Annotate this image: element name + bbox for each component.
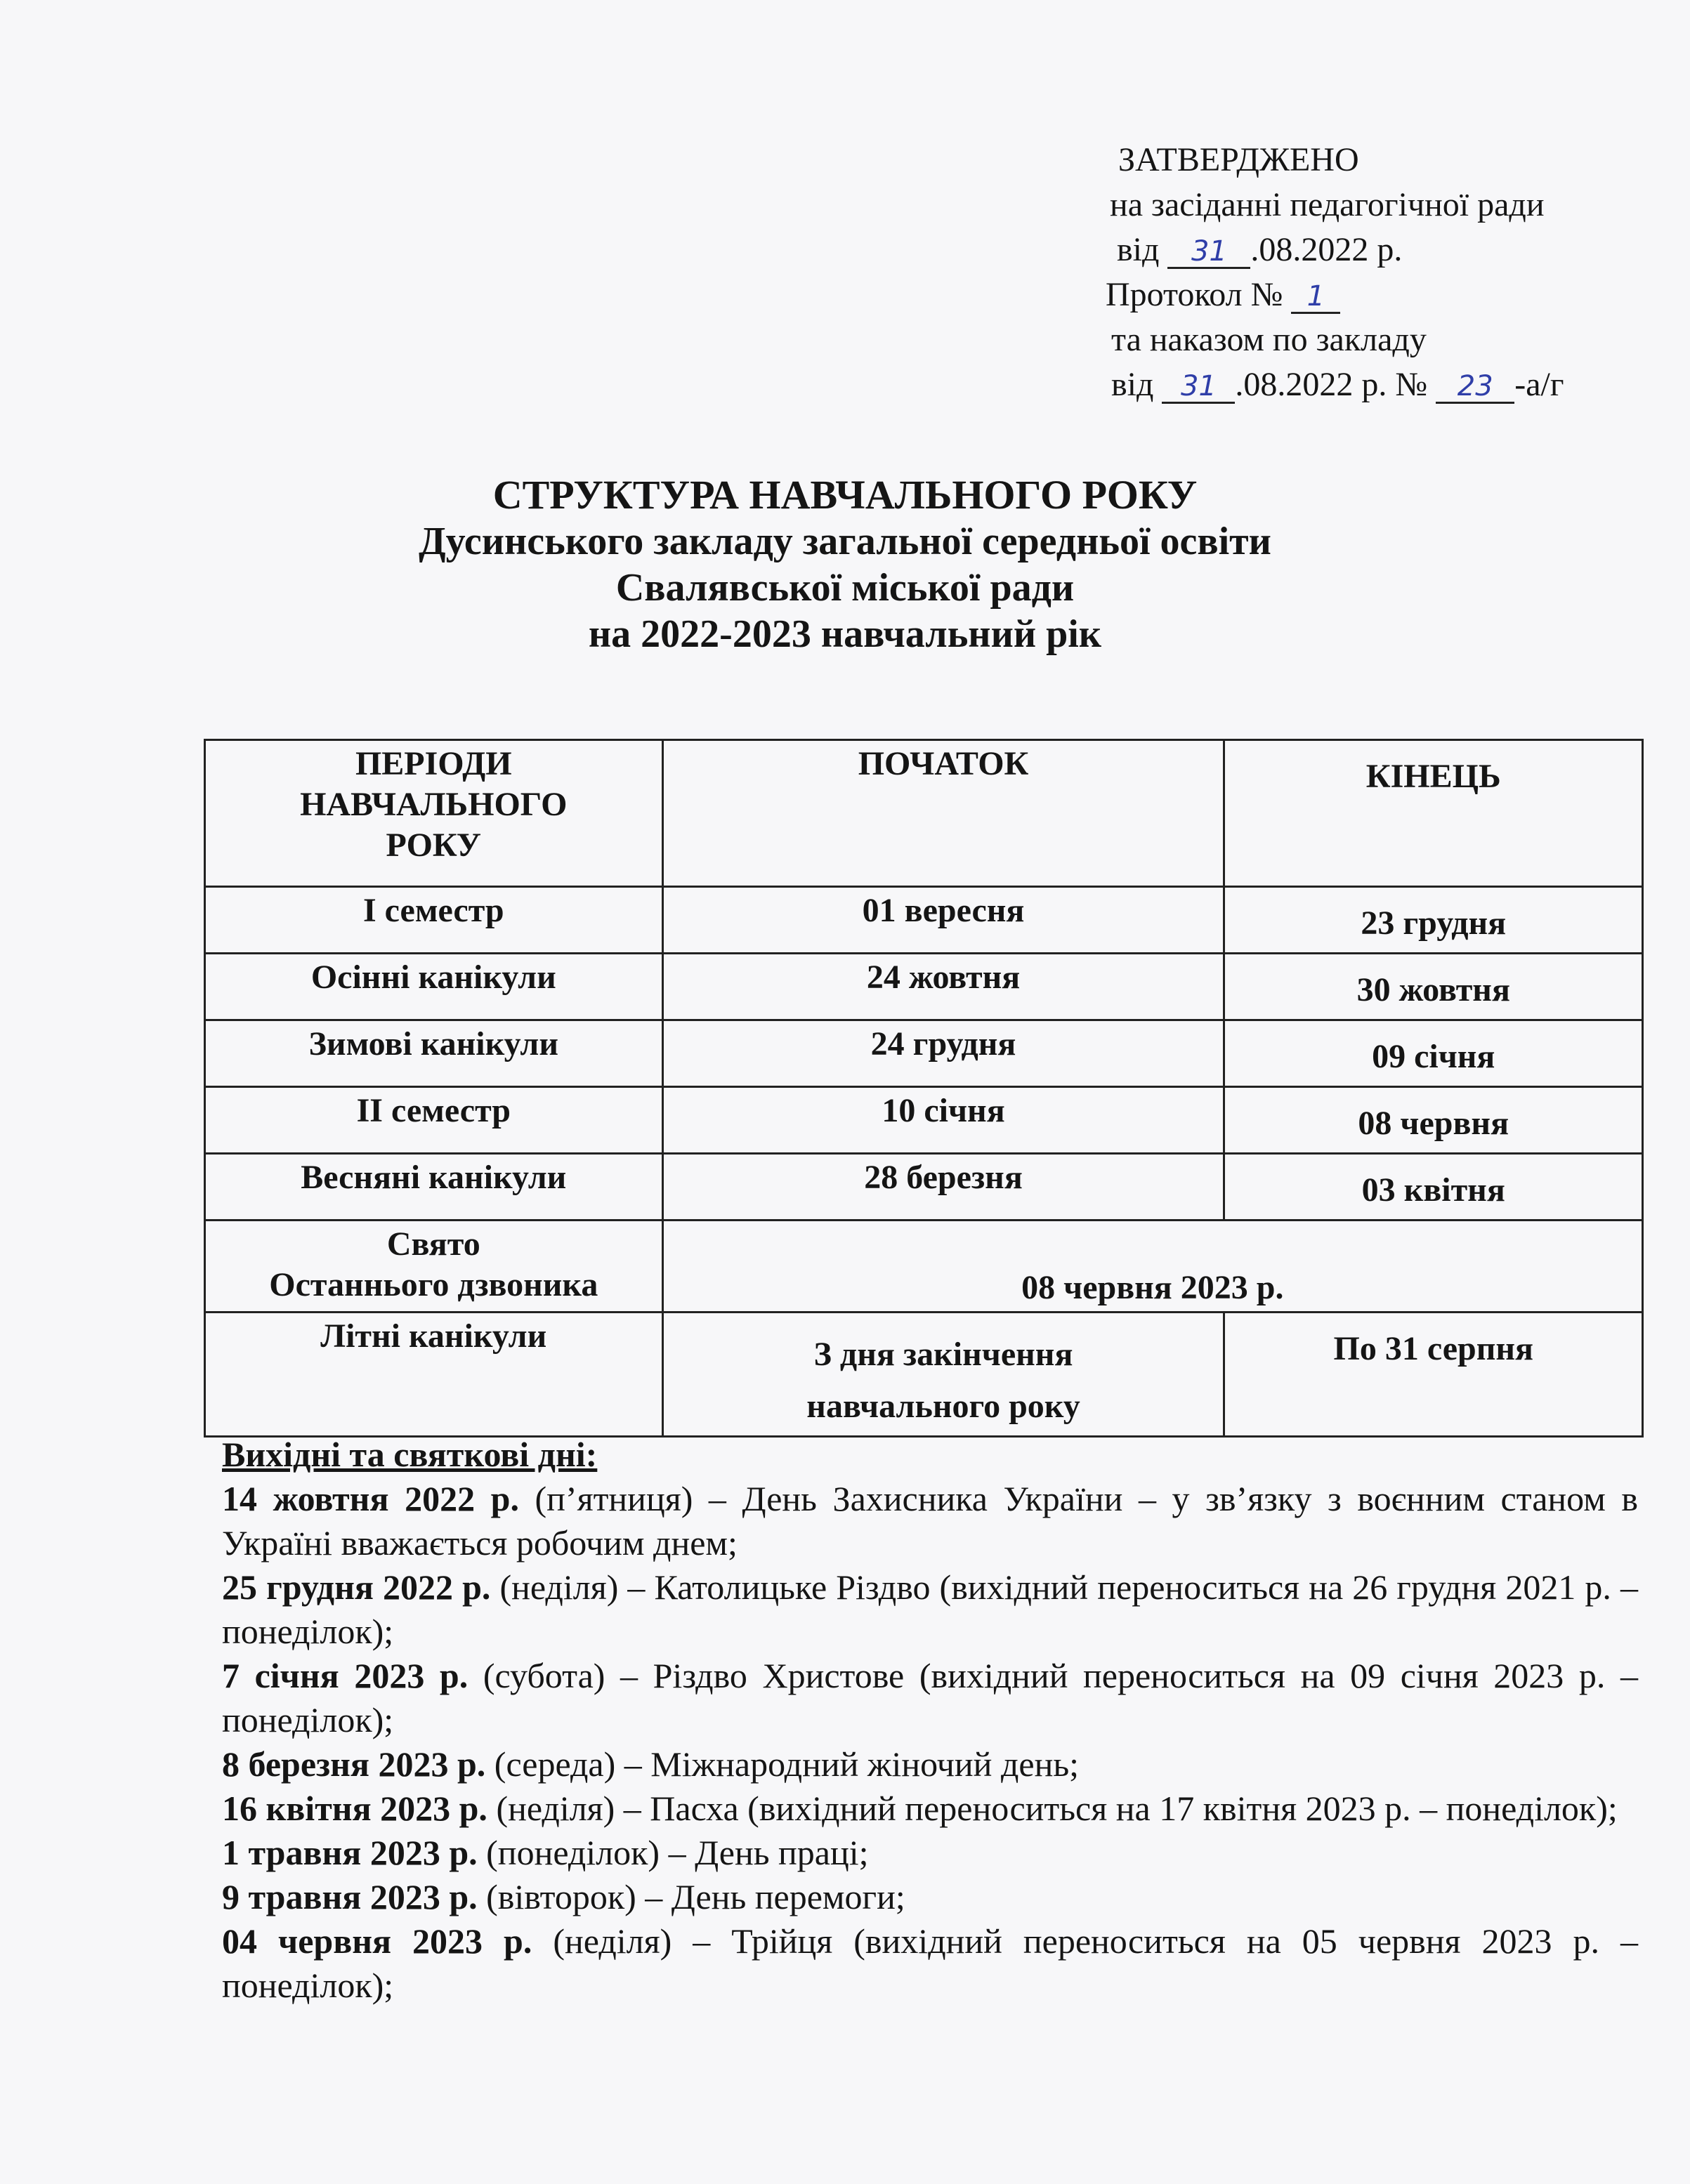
- holiday-item: [222, 1831, 1638, 1875]
- table-row-summer: [205, 1313, 1643, 1437]
- holiday-text: (неділя) – Пасха (вихідний переноситься на 17 квітня 2023 р. – понеділок);: [487, 1789, 1618, 1828]
- handwritten-day: 31: [1167, 236, 1250, 269]
- period-cell: Осінні канікули: [205, 954, 663, 1020]
- holiday-text: (субота) – Різдво Христове (вихідний переноситься на 09 січня 2023 р. – понеділок);: [222, 1656, 1638, 1739]
- period-cell: Весняні канікули: [205, 1154, 663, 1221]
- holiday-date: 9 травня 2023 р.: [222, 1877, 478, 1916]
- start-cell: 10 січня: [662, 1087, 1224, 1154]
- end-cell: 08 червня: [1224, 1087, 1643, 1154]
- header-periods-line-3: РОКУ: [386, 827, 481, 864]
- title-line-4: на 2022-2023 навчальний рік: [588, 612, 1102, 656]
- end-cell: 30 жовтня: [1224, 954, 1643, 1020]
- summer-start-line-2: навчального року: [806, 1388, 1080, 1425]
- approval-protocol: [1104, 272, 1666, 317]
- holiday-date: 16 квітня 2023 р.: [222, 1789, 487, 1828]
- handwritten-order-number: 23: [1436, 371, 1514, 404]
- start-cell: 01 вересня: [662, 887, 1224, 954]
- holiday-text: (вівторок) – День перемоги;: [477, 1877, 905, 1916]
- last-bell-label-line-2: Останнього дзвоника: [269, 1266, 598, 1303]
- handwritten-protocol-number: 1: [1291, 281, 1340, 314]
- start-cell: 24 грудня: [662, 1020, 1224, 1087]
- approval-council-line: на засіданні педагогічної ради: [1110, 186, 1545, 223]
- summer-start-line-1: З дня закінчення: [813, 1336, 1073, 1373]
- handwritten-order-day: 31: [1162, 371, 1235, 404]
- period-cell: Зимові канікули: [205, 1020, 663, 1087]
- last-bell-label: [205, 1221, 663, 1313]
- holiday-item: [222, 1742, 1638, 1787]
- approval-date-prefix: від: [1117, 231, 1160, 268]
- title-line-1: СТРУКТУРА НАВЧАЛЬНОГО РОКУ: [492, 472, 1198, 518]
- title-line-2: Дусинського закладу загальної середньої освіти: [419, 520, 1271, 563]
- order-suffix: -а/г: [1514, 366, 1564, 403]
- order-date-prefix: від: [1111, 366, 1154, 403]
- holiday-date: 04 червня 2023 р.: [222, 1921, 532, 1961]
- holiday-date: 25 грудня 2022 р.: [222, 1567, 491, 1607]
- approval-council-date: [1104, 228, 1666, 272]
- holiday-date: 7 січня 2023 р.: [222, 1656, 469, 1695]
- end-cell: 23 грудня: [1224, 887, 1643, 954]
- holidays-heading: Вихідні та святкові дні:: [222, 1435, 598, 1474]
- holiday-date: 8 березня 2023 р.: [222, 1744, 486, 1784]
- holiday-text: (понеділок) – День праці;: [477, 1833, 869, 1872]
- summer-start: [662, 1313, 1224, 1437]
- holiday-item: [222, 1787, 1638, 1831]
- header-periods: [205, 740, 663, 887]
- school-year-table: [204, 739, 1644, 1438]
- document-title: [0, 472, 1690, 657]
- holiday-text: (неділя) – Католицьке Різдво (вихідний переноситься на 26 грудня 2021 р. – понеділок);: [222, 1567, 1638, 1651]
- last-bell-date: 08 червня 2023 р.: [662, 1221, 1642, 1313]
- holiday-text: (неділя) – Трійця (вихідний переноситься на 05 червня 2023 р. – понеділок);: [222, 1921, 1638, 2005]
- holiday-date: 1 травня 2023 р.: [222, 1833, 478, 1872]
- holiday-item: [222, 1565, 1638, 1654]
- table-row: [205, 1020, 1643, 1087]
- holiday-item: [222, 1919, 1638, 2008]
- start-cell: 24 жовтня: [662, 954, 1224, 1020]
- table-row: [205, 1087, 1643, 1154]
- table-row: [205, 954, 1643, 1020]
- last-bell-label-line-1: Свято: [386, 1225, 480, 1263]
- table-row-last-bell: [205, 1221, 1643, 1313]
- approval-block: [1104, 138, 1666, 407]
- summer-period: Літні канікули: [205, 1313, 663, 1437]
- holiday-text: (середа) – Міжнародний жіночий день;: [485, 1744, 1080, 1784]
- summer-end: По 31 серпня: [1224, 1313, 1643, 1437]
- protocol-prefix: Протокол №: [1106, 276, 1283, 313]
- order-date-middle: .08.2022 р. №: [1235, 366, 1428, 403]
- approval-order-line: та наказом по закладу: [1111, 321, 1427, 358]
- table-header-row: [205, 740, 1643, 887]
- holidays-section: [222, 1433, 1638, 2008]
- end-cell: 03 квітня: [1224, 1154, 1643, 1221]
- end-cell: 09 січня: [1224, 1020, 1643, 1087]
- header-periods-line-2: НАВЧАЛЬНОГО: [300, 786, 568, 823]
- approval-order-date: [1104, 362, 1666, 407]
- holiday-item: [222, 1875, 1638, 1919]
- period-cell: II семестр: [205, 1087, 663, 1154]
- approval-date-suffix: .08.2022 р.: [1250, 231, 1403, 268]
- start-cell: 28 березня: [662, 1154, 1224, 1221]
- header-periods-line-1: ПЕРІОДИ: [355, 745, 512, 782]
- holiday-text: (п’ятниця) – День Захисника України – у зв’язку з воєнним станом в Україні вважається робочим днем;: [222, 1479, 1639, 1563]
- title-line-3: Свалявської міської ради: [615, 566, 1075, 610]
- period-cell: I семестр: [205, 887, 663, 954]
- header-end: КІНЕЦЬ: [1224, 740, 1643, 887]
- holiday-date: 14 жовтня 2022 р.: [222, 1479, 519, 1518]
- approval-title: ЗАТВЕРДЖЕНО: [1118, 141, 1359, 178]
- header-start: ПОЧАТОК: [662, 740, 1224, 887]
- holiday-item: [222, 1654, 1638, 1742]
- table-row: [205, 1154, 1643, 1221]
- holiday-item: [222, 1477, 1638, 1565]
- table-row: [205, 887, 1643, 954]
